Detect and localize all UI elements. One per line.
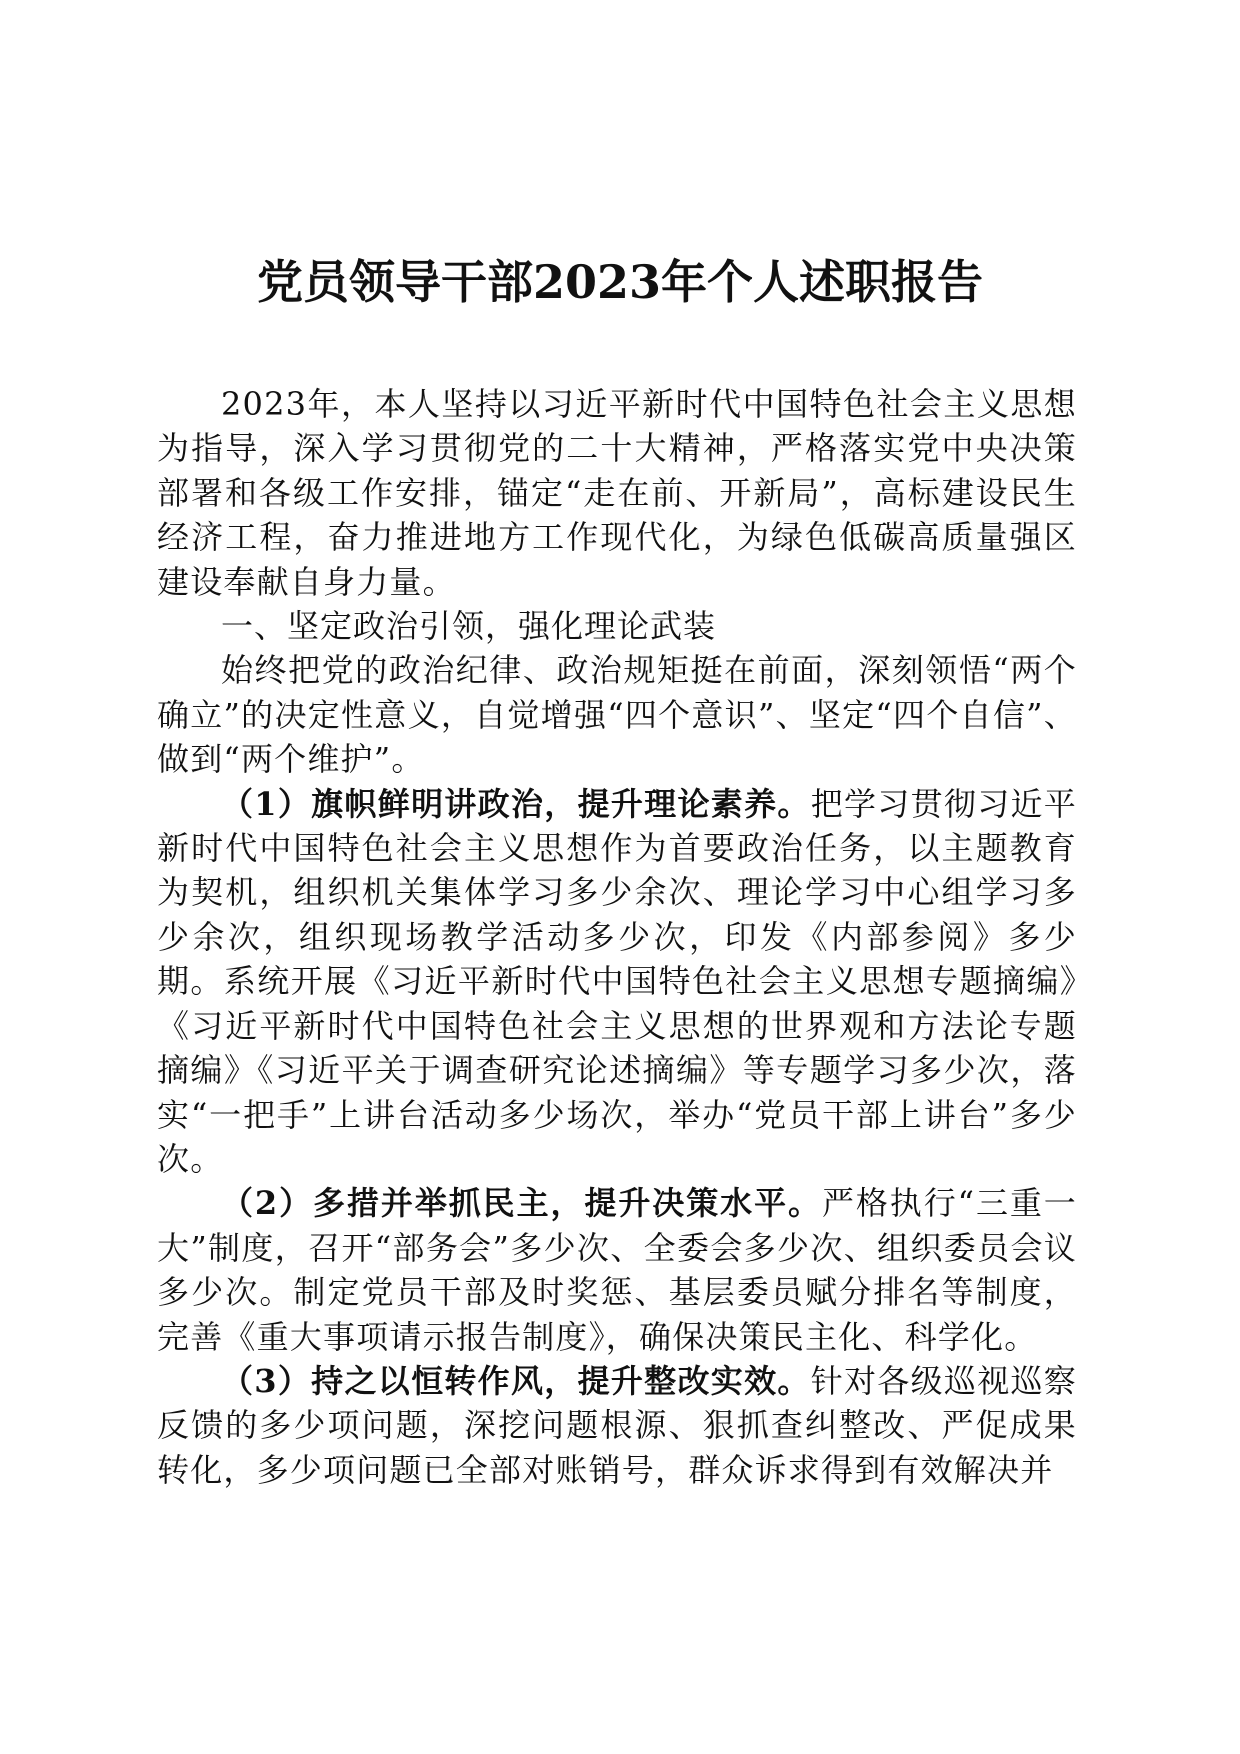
item-paragraph-1	[157, 782, 1077, 1182]
section-intro-paragraph: 始终把党的政治纪律、政治规矩挺在前面，深刻领悟“两个确立”的决定性意义，自觉增强“四个意识”、坚定“四个自信”、做到“两个维护”。	[157, 651, 1077, 779]
item-text-1: 把学习贯彻习近平新时代中国特色社会主义思想作为首要政治任务，以主题教育为契机，组织机关集体学习多少余次、理论学习中心组学习多少余次，组织现场教学活动多少次，印发《内部参阅》多少期。系统开展《习近平新时代中国特色社会主义思想专题摘编》《习近平新时代中国特色社会主义思想的世界观和方法论专题摘编》《习近平关于调查研究论述摘编》等专题学习多少次，落实“一把手”上讲台活动多少场次，举办“党员干部上讲台”多少次。	[157, 784, 1077, 1178]
item-lead-1: （1）旗帜鲜明讲政治，提升理论素养。	[221, 784, 811, 823]
item-lead-2: （2）多措并举抓民主，提升决策水平。	[221, 1184, 822, 1223]
document-title: 党员领导干部2023年个人述职报告	[256, 255, 984, 309]
item-text-3: 针对各级巡视巡察反馈的多少项问题，深挖问题根源、狠抓查纠整改、严促成果转化，多少项问题已全部对账销号，群众诉求得到有效解决并	[157, 1361, 1077, 1489]
item-text-2: 严格执行“三重一大”制度，召开“部务会”多少次、全委会多少次、组织委员会议多少次。制定党员干部及时奖惩、基层委员赋分排名等制度，完善《重大事项请示报告制度》，确保决策民主化、科学化。	[157, 1184, 1077, 1356]
section-heading: 一、坚定政治引领，强化理论武装	[221, 607, 717, 646]
item-lead-3: （3）持之以恒转作风，提升整改实效。	[221, 1361, 811, 1400]
intro-paragraph: 2023年，本人坚持以习近平新时代中国特色社会主义思想为指导，深入学习贯彻党的二十大精神，严格落实党中央决策部署和各级工作安排，锚定“走在前、开新局”，高标建设民生经济工程，奋力推进地方工作现代化，为绿色低碳高质量强区建设奉献自身力量。	[157, 385, 1077, 601]
item-paragraph-3	[157, 1359, 1077, 1492]
document-body	[157, 382, 1077, 1492]
item-paragraph-2	[157, 1181, 1077, 1359]
